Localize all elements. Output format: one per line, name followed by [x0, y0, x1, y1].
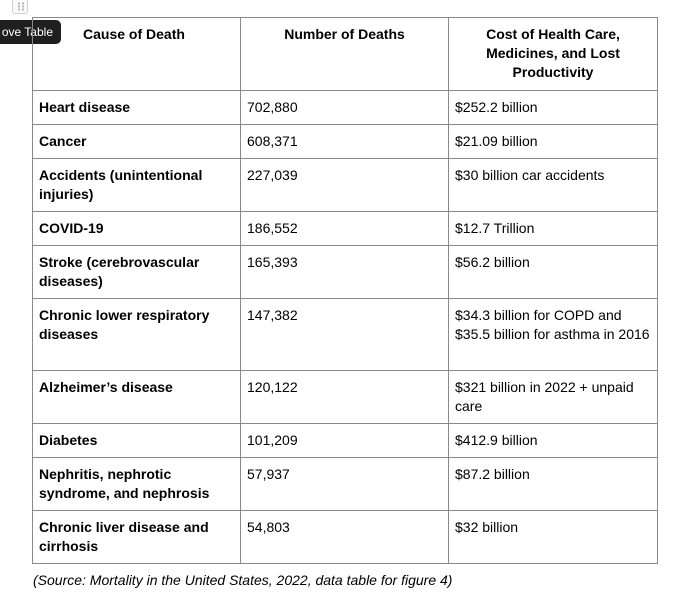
cell-deaths: 165,393 — [241, 246, 449, 299]
cell-cause: COVID-19 — [33, 212, 241, 246]
cell-cause: Chronic lower respiratory diseases — [33, 299, 241, 371]
cell-deaths: 147,382 — [241, 299, 449, 371]
cell-deaths: 101,209 — [241, 424, 449, 458]
header-cause: Cause of Death — [33, 18, 241, 91]
mortality-table — [32, 17, 658, 564]
table-row — [33, 212, 658, 246]
cell-deaths: 227,039 — [241, 159, 449, 212]
table-row — [33, 511, 658, 564]
cell-deaths: 120,122 — [241, 371, 449, 424]
cell-cost: $32 billion — [449, 511, 658, 564]
cell-deaths: 54,803 — [241, 511, 449, 564]
cell-cause: Alzheimer’s disease — [33, 371, 241, 424]
cell-deaths: 608,371 — [241, 125, 449, 159]
cell-cause: Nephritis, nephrotic syndrome, and nephrosis — [33, 458, 241, 511]
cell-cause: Cancer — [33, 125, 241, 159]
cell-cost: $412.9 billion — [449, 424, 658, 458]
table-row — [33, 159, 658, 212]
cell-cause: Chronic liver disease and cirrhosis — [33, 511, 241, 564]
cell-cost: $87.2 billion — [449, 458, 658, 511]
table-row — [33, 246, 658, 299]
move-table-button[interactable]: ove Table — [0, 20, 61, 44]
cell-cause: Heart disease — [33, 91, 241, 125]
table-header-row — [33, 18, 658, 91]
drag-dots-icon — [17, 2, 25, 11]
cell-cost: $21.09 billion — [449, 125, 658, 159]
table-row — [33, 125, 658, 159]
cell-deaths: 702,880 — [241, 91, 449, 125]
table-row — [33, 299, 658, 371]
table-drag-handle[interactable] — [12, 0, 28, 14]
table-row — [33, 424, 658, 458]
table-row — [33, 371, 658, 424]
cell-cost: $30 billion car accidents — [449, 159, 658, 212]
cell-cost: $34.3 billion for COPD and $35.5 billion for asthma in 2016 — [449, 299, 658, 371]
cell-cost: $56.2 billion — [449, 246, 658, 299]
cell-cause: Accidents (unintentional injuries) — [33, 159, 241, 212]
cell-cost: $321 billion in 2022 + unpaid care — [449, 371, 658, 424]
cell-deaths: 186,552 — [241, 212, 449, 246]
header-cost: Cost of Health Care, Medicines, and Lost Productivity — [449, 18, 658, 91]
source-caption: (Source: Mortality in the United States, 2022, data table for figure 4) — [33, 572, 453, 588]
cell-cost: $12.7 Trillion — [449, 212, 658, 246]
cell-deaths: 57,937 — [241, 458, 449, 511]
table-row — [33, 458, 658, 511]
header-deaths: Number of Deaths — [241, 18, 449, 91]
mortality-table-container — [32, 17, 657, 564]
table-row — [33, 91, 658, 125]
cell-cause: Stroke (cerebrovascular diseases) — [33, 246, 241, 299]
cell-cause: Diabetes — [33, 424, 241, 458]
cell-cost: $252.2 billion — [449, 91, 658, 125]
